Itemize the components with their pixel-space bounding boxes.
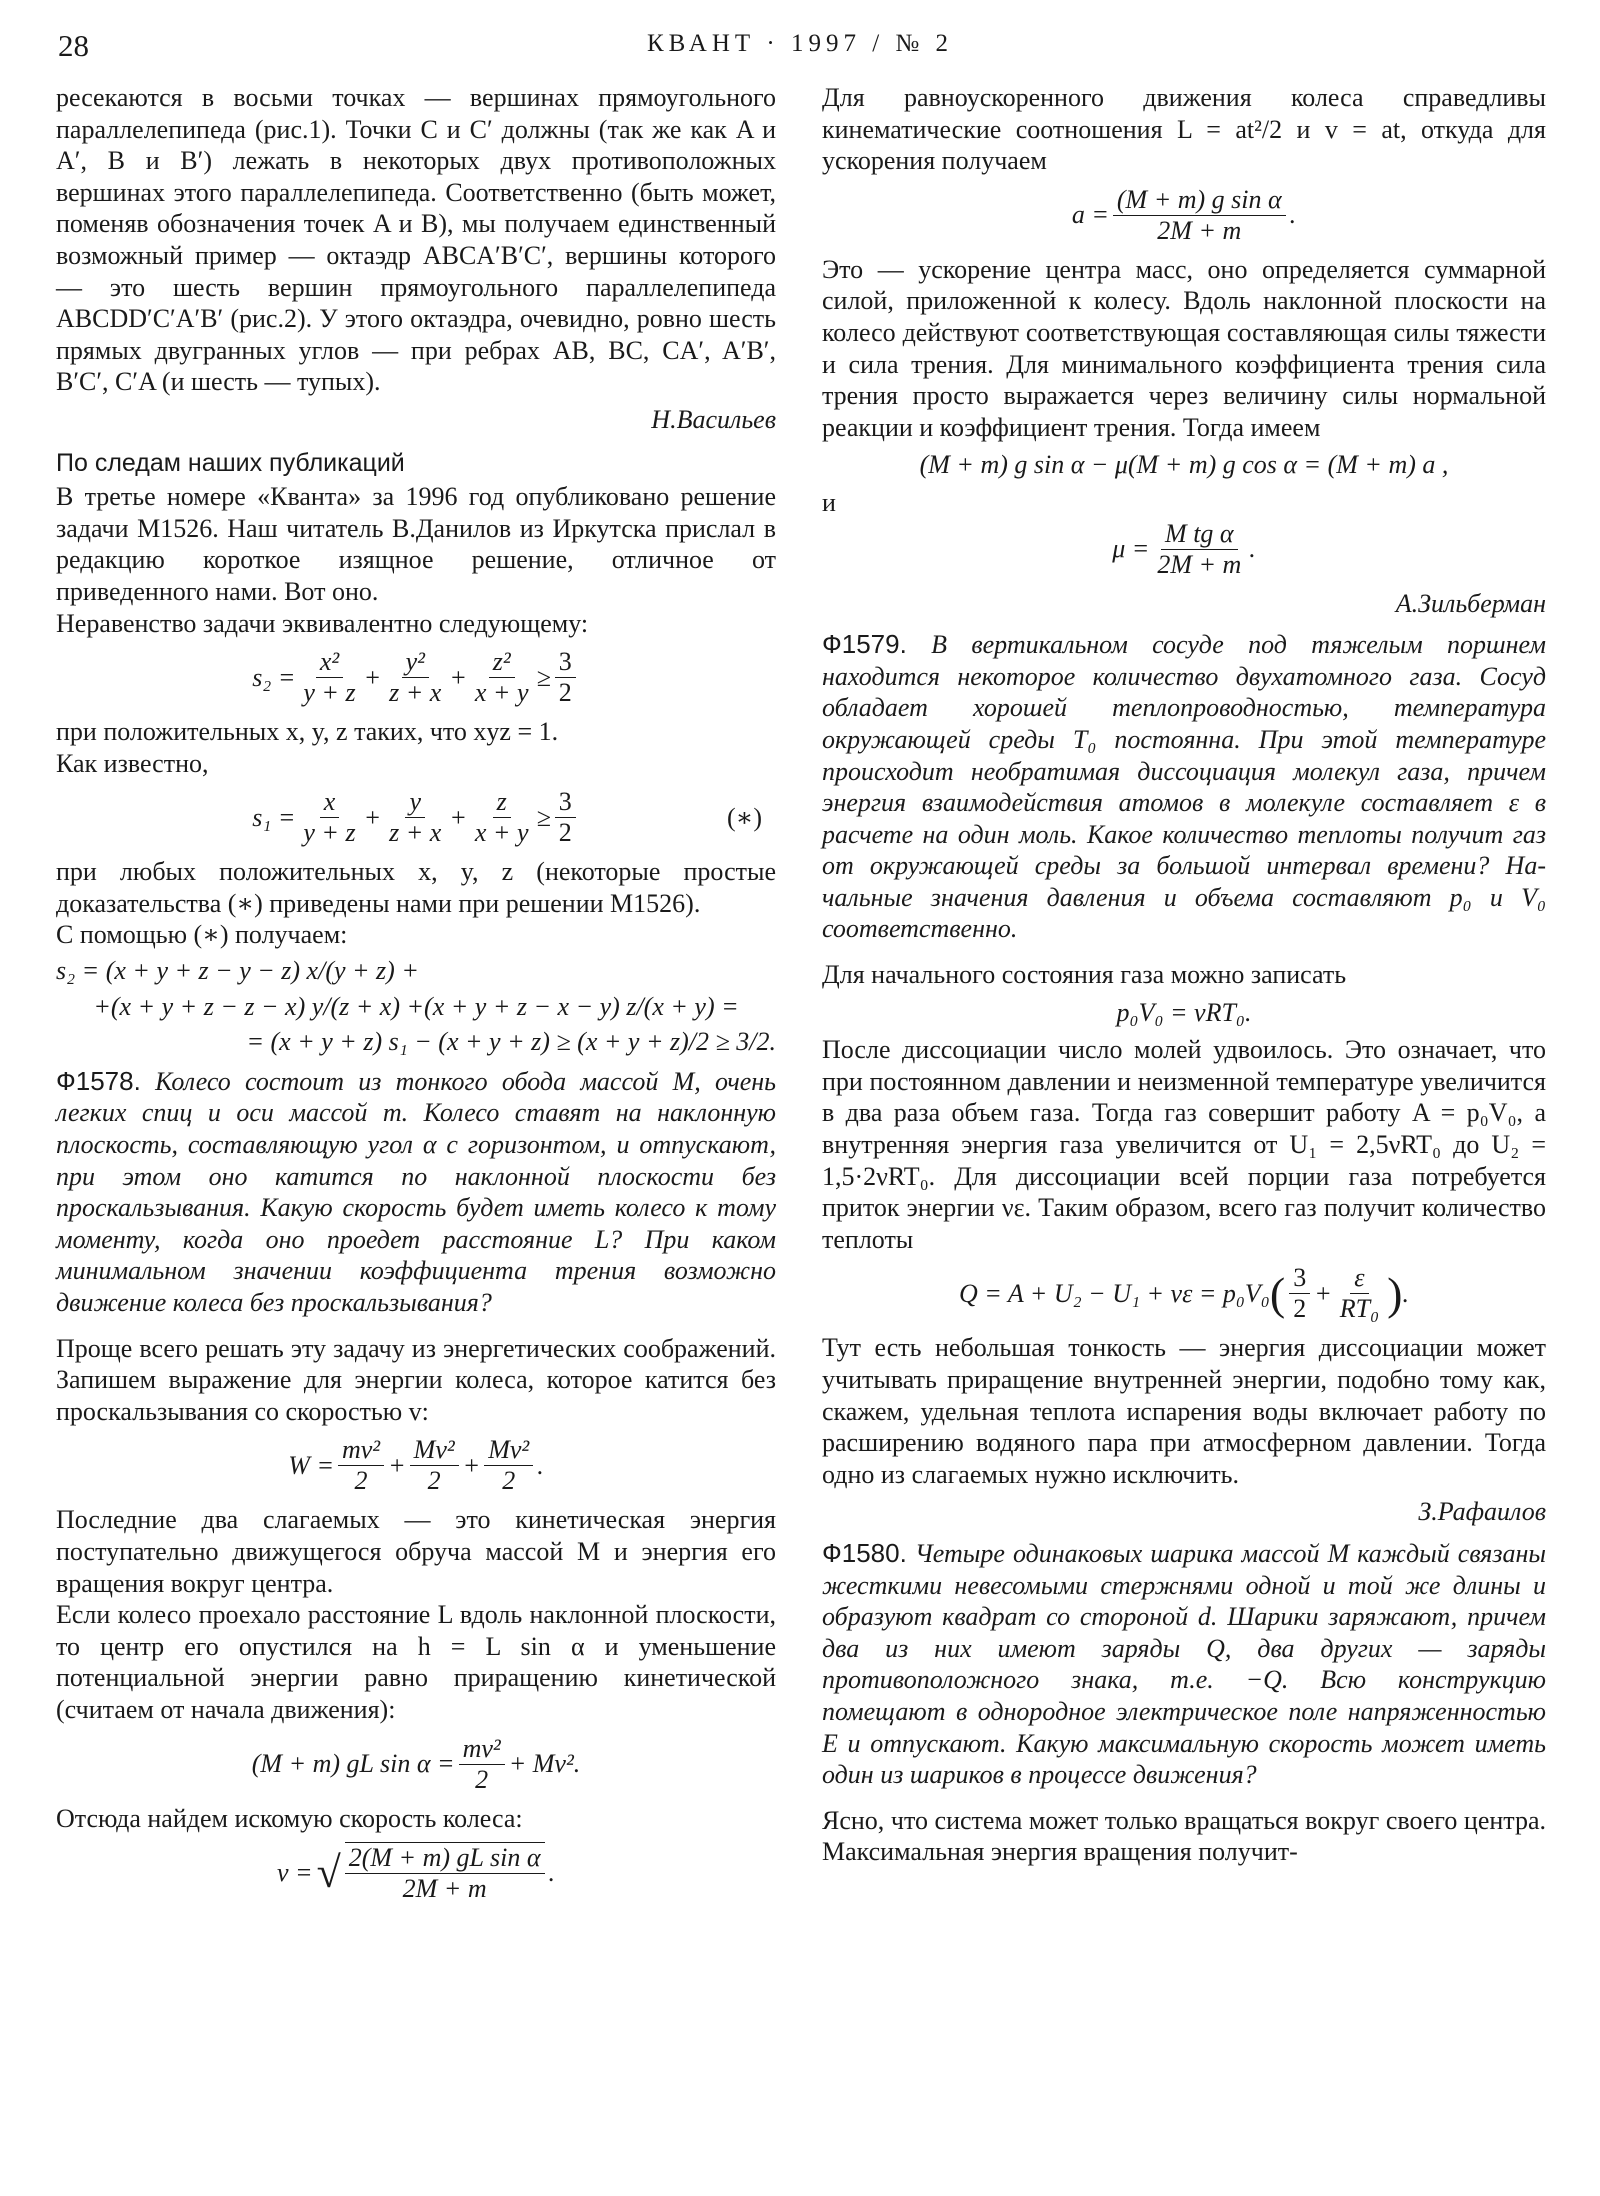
paragraph: После диссоциации число молей удвоилось. Это означает, что при постоянном давлении и неизменной температуре увеличится в два раза объем газа. Тогда газ совершит работу A = p₀V₀, а внутренняя энергия газа увеличится от U₁ = 2,5νRT₀ до U₂ = 1,5·2νRT₀. Для диссоциации всей порции газа потребуется приток энергии νε. Таким образом, всего газ получит количество теплоты	[822, 1035, 1546, 1254]
eq-lhs: W =	[288, 1451, 334, 1481]
fraction	[459, 1734, 505, 1795]
sqrt-sign: √	[316, 1848, 341, 1898]
right-column	[822, 82, 1546, 1868]
paragraph: Это — ускорение центра масс, оно определяется суммарной силой, приложенной к колесу. Вдоль наклонной плоскости на колесо действуют соответствующая составляющая силы тяжести и сила трения. Для минимального коэффициента трения сила трения просто выражается через величину силы нормальной реакции и коэффициент трения. Тогда имеем	[822, 254, 1546, 442]
period: .	[1249, 534, 1256, 564]
equation-s2	[56, 647, 776, 708]
equation-line: s₂ = (x + y + z − y − z) x/(y + z) +	[56, 956, 419, 986]
page-number: 28	[58, 28, 89, 63]
period: .	[1402, 1279, 1409, 1309]
period: .	[537, 1451, 544, 1481]
denominator: 2	[427, 1466, 441, 1496]
plus-sign: +	[449, 802, 467, 832]
equation-line: +(x + y + z − z − x) y/(z + x) +(x + y + z − x − y) z/(x + y) =	[93, 991, 739, 1021]
paragraph: ресекаются в восьми точках — вершинах прямоугольного параллелепипеда (рис.1). Точки C и C′ должны (так же как A и A′, B и B′) лежать в некоторых двух противоположных вершинах этого параллелепипеда. Соответственно (быть может, поменяв обозначения точек A и B), мы получаем единственный возможный пример — октаэдр ABCA′B′C′, вершины которого — это шесть вершин прямоугольного параллелепипеда ABCDD′C′A′B′ (рис.2). У этого октаэдра, очевидно, ровно шесть прямых двугранных углов — при ребрах AB, BC, CA′, A′B′, B′C′, C′A (и шесть — тупых).	[56, 83, 776, 397]
problem-text: Колесо состоит из тонкого обода массой M, очень легких спиц и оси массой m. Колесо ставят на наклонную плоскость, составляющую угол α с горизонтом, и отпускают, при этом оно катится по наклонной плоскости без проскальзывания. Какую скорость будет иметь колесо к тому моменту, когда оно проедет расстояние L? При каком минимальном значении коэффициента трения возможно движение колеса без проскальзывания?	[56, 1066, 776, 1317]
paragraph: при любых положительных x, y, z (некоторые простые доказательства (∗) приведены нами при решении М1526).	[56, 857, 776, 918]
ge-sign: ≥	[536, 662, 551, 692]
period: .	[1289, 200, 1297, 230]
equation-v	[56, 1842, 776, 1904]
plus-sign: +	[388, 1451, 406, 1481]
ge-sign: ≥	[536, 802, 551, 832]
plus-sign: +	[363, 662, 382, 692]
period: .	[548, 1858, 556, 1888]
equation-W	[56, 1435, 776, 1496]
eq-lhs: v =	[276, 1858, 313, 1888]
denominator: 2M + m	[402, 1874, 487, 1904]
numerator: M tg α	[1161, 519, 1238, 550]
paragraph: Неравенство задачи эквивалентно следующему:	[56, 608, 589, 638]
eq-rest: + Mv².	[508, 1749, 581, 1779]
fraction	[299, 787, 359, 848]
denominator: 2	[502, 1466, 516, 1496]
equation-tag: (∗)	[727, 802, 762, 832]
paragraph: В третье номере «Кванта» за 1996 год опубликовано решение задачи М1526. Наш читатель В.Данилов из Иркутска прислал в редакцию короткое изящное решение, отличное от приведенного нами. Вот оно.	[56, 482, 776, 606]
author-signature: З.Рафаилов	[1418, 1497, 1546, 1527]
plus-sign: +	[1314, 1279, 1332, 1309]
denominator: RT₀	[1339, 1294, 1380, 1324]
plus-sign: +	[462, 1451, 481, 1481]
numerator: 3	[1289, 1263, 1310, 1294]
numerator: y²	[402, 647, 429, 678]
denominator: 2M + m	[1157, 549, 1242, 579]
conjunction: и	[822, 487, 836, 517]
denominator: z + x	[389, 818, 442, 848]
fraction	[1153, 519, 1245, 580]
fraction	[338, 1435, 384, 1496]
denominator: x + y	[474, 818, 529, 848]
running-title: КВАНТ · 1997 / № 2	[646, 30, 954, 57]
equation-line: = (x + y + z) s₁ − (x + y + z) ≥ (x + y + z)/2 ≥ 3/2.	[246, 1027, 776, 1057]
numerator: ε	[1350, 1263, 1368, 1294]
numerator: 2(M + m) gL sin α	[345, 1843, 545, 1874]
problem-id: Ф1580.	[822, 1537, 907, 1568]
page-header	[58, 22, 1542, 72]
numerator: Mv²	[484, 1435, 533, 1466]
denominator: z + x	[389, 678, 442, 708]
numerator: z²	[489, 647, 515, 678]
fraction	[484, 1435, 533, 1496]
numerator: 3	[555, 647, 576, 678]
paren-open: (	[1269, 1268, 1286, 1320]
denominator: 2	[1293, 1294, 1307, 1324]
numerator: z	[493, 787, 511, 818]
eq-lhs: Q = A + U₂ − U₁ + νε = p₀V₀	[959, 1279, 1270, 1309]
numerator: (M + m) g sin α	[1113, 185, 1286, 216]
problem-id: Ф1578.	[56, 1065, 141, 1096]
equation-energy	[56, 1734, 776, 1795]
denominator: x + y	[474, 678, 529, 708]
paragraph: Проще всего решать эту задачу из энергетических соображений. Запишем выражение для энергии колеса, которое катится без проскальзывания со скоростью v:	[56, 1333, 776, 1426]
fraction	[410, 1435, 459, 1496]
fraction	[299, 647, 359, 708]
problem-f1578	[56, 1066, 776, 1319]
paren-close: )	[1387, 1268, 1403, 1320]
fraction	[1336, 1263, 1383, 1324]
fraction	[345, 1842, 545, 1904]
author-signature: Н.Васильев	[651, 404, 776, 434]
equation-s1	[56, 787, 776, 848]
paragraph: Отсюда найдем искомую скорость колеса:	[56, 1803, 523, 1833]
paragraph: Для начального состояния газа можно записать	[822, 960, 1347, 990]
equation-friction: (M + m) g sin α − μ(M + m) g cos α = (M + m) a ,	[919, 450, 1449, 480]
denominator: y + z	[303, 678, 356, 708]
fraction	[555, 647, 576, 708]
denominator: 2	[354, 1466, 368, 1496]
equation-state: p₀V₀ = νRT₀.	[1116, 997, 1252, 1027]
plus-sign: +	[363, 802, 382, 832]
paragraph: Как известно,	[56, 748, 209, 778]
author-signature: А.Зильберман	[1395, 588, 1546, 618]
paragraph: Последние два слагаемых — это кинетическая энергия поступательно движущегося обруча массой M и энергия его вращения вокруг центра.	[56, 1505, 776, 1598]
fraction	[471, 787, 533, 848]
fraction	[1289, 1263, 1310, 1324]
numerator: x	[320, 787, 340, 818]
numerator: y	[405, 787, 425, 818]
section-title: По следам наших публикаций	[56, 448, 405, 477]
eq-lhs: μ =	[1112, 534, 1150, 564]
equation-Q	[822, 1263, 1546, 1324]
denominator: 2	[475, 1764, 489, 1794]
denominator: 2M + m	[1157, 215, 1242, 245]
numerator: mv²	[459, 1734, 505, 1765]
numerator: mv²	[338, 1435, 384, 1466]
fraction	[385, 647, 445, 708]
fraction	[385, 787, 445, 848]
paragraph: Тут есть небольшая тонкость — энергия диссоциации может учитывать приращение внутренней энергии, подобно тому как, скажем, удельная теплота испарения воды включает работу по расширению водяного пара при атмосферном давлении. Тогда одно из слагаемых нужно исключить.	[822, 1333, 1546, 1489]
numerator: x²	[316, 647, 343, 678]
problem-f1579	[822, 629, 1546, 945]
numerator: Mv²	[410, 1435, 459, 1466]
fraction	[1113, 185, 1286, 246]
fraction	[471, 647, 533, 708]
paragraph: Если колесо проехало расстояние L вдоль наклонной плоскости, то центр его опустился на h = L sin α и уменьшение потенциальной энергии равно приращению кинетической (считаем от начала движения):	[56, 1600, 776, 1724]
fraction	[555, 787, 576, 848]
denominator: 2	[558, 818, 572, 848]
paragraph: Ясно, что система может только вращаться вокруг своего центра. Максимальная энергия вращения получит-	[822, 1805, 1546, 1867]
eq-lhs: a =	[1071, 200, 1109, 230]
eq-lhs: s₁ =	[252, 802, 296, 832]
paragraph: С помощью (∗) получаем:	[56, 920, 348, 950]
eq-lhs: s₂ =	[252, 662, 296, 692]
problem-id: Ф1579.	[822, 629, 907, 660]
equation-mu	[822, 519, 1546, 580]
paragraph: при положительных x, y, z таких, что xyz = 1.	[56, 717, 559, 747]
equation-a	[822, 185, 1546, 246]
denominator: 2	[558, 678, 572, 708]
numerator: 3	[555, 787, 576, 818]
plus-sign: +	[449, 662, 467, 692]
paragraph: Для равноускоренного движения колеса справедливы кинематические соотношения L = at²/2 и v = at, откуда для ускорения получаем	[822, 83, 1546, 176]
eq-lhs: (M + m) gL sin α =	[251, 1749, 455, 1779]
problem-text: Четыре одинаковых шарика массой M каждый связаны жесткими невесомыми стержнями одной и той же длины и образуют квадрат со стороной d. Шарики заряжают, причем два из них имеют заряды Q, два других — заряды противоположного знака, т.е. −Q. Всю конструкцию помещают в однородное электрическое поле напряженностью E и отпускают. Какую максимальную скорость может иметь один из шариков в процессе движения?	[822, 1538, 1546, 1790]
left-column	[56, 82, 776, 1912]
problem-text: В вертикальном сосуде под тяжелым поршнем находится некоторое количество двухатомного газа. Сосуд обладает хорошей теплопроводностью, температура окружающей среды T₀ постоянна. При этой температуре происходит необратимая диссоциация молекул газа, причем энергия взаимодействия атомов в молекуле составляет ε в расчете на один моль. Какое количество теплоты получит газ от окружающей среды за большой интервал времени? Начальные значения давления и объема составляют p₀ и V₀ соответственно.	[822, 630, 1547, 944]
denominator: y + z	[303, 818, 356, 848]
problem-f1580	[822, 1538, 1546, 1791]
